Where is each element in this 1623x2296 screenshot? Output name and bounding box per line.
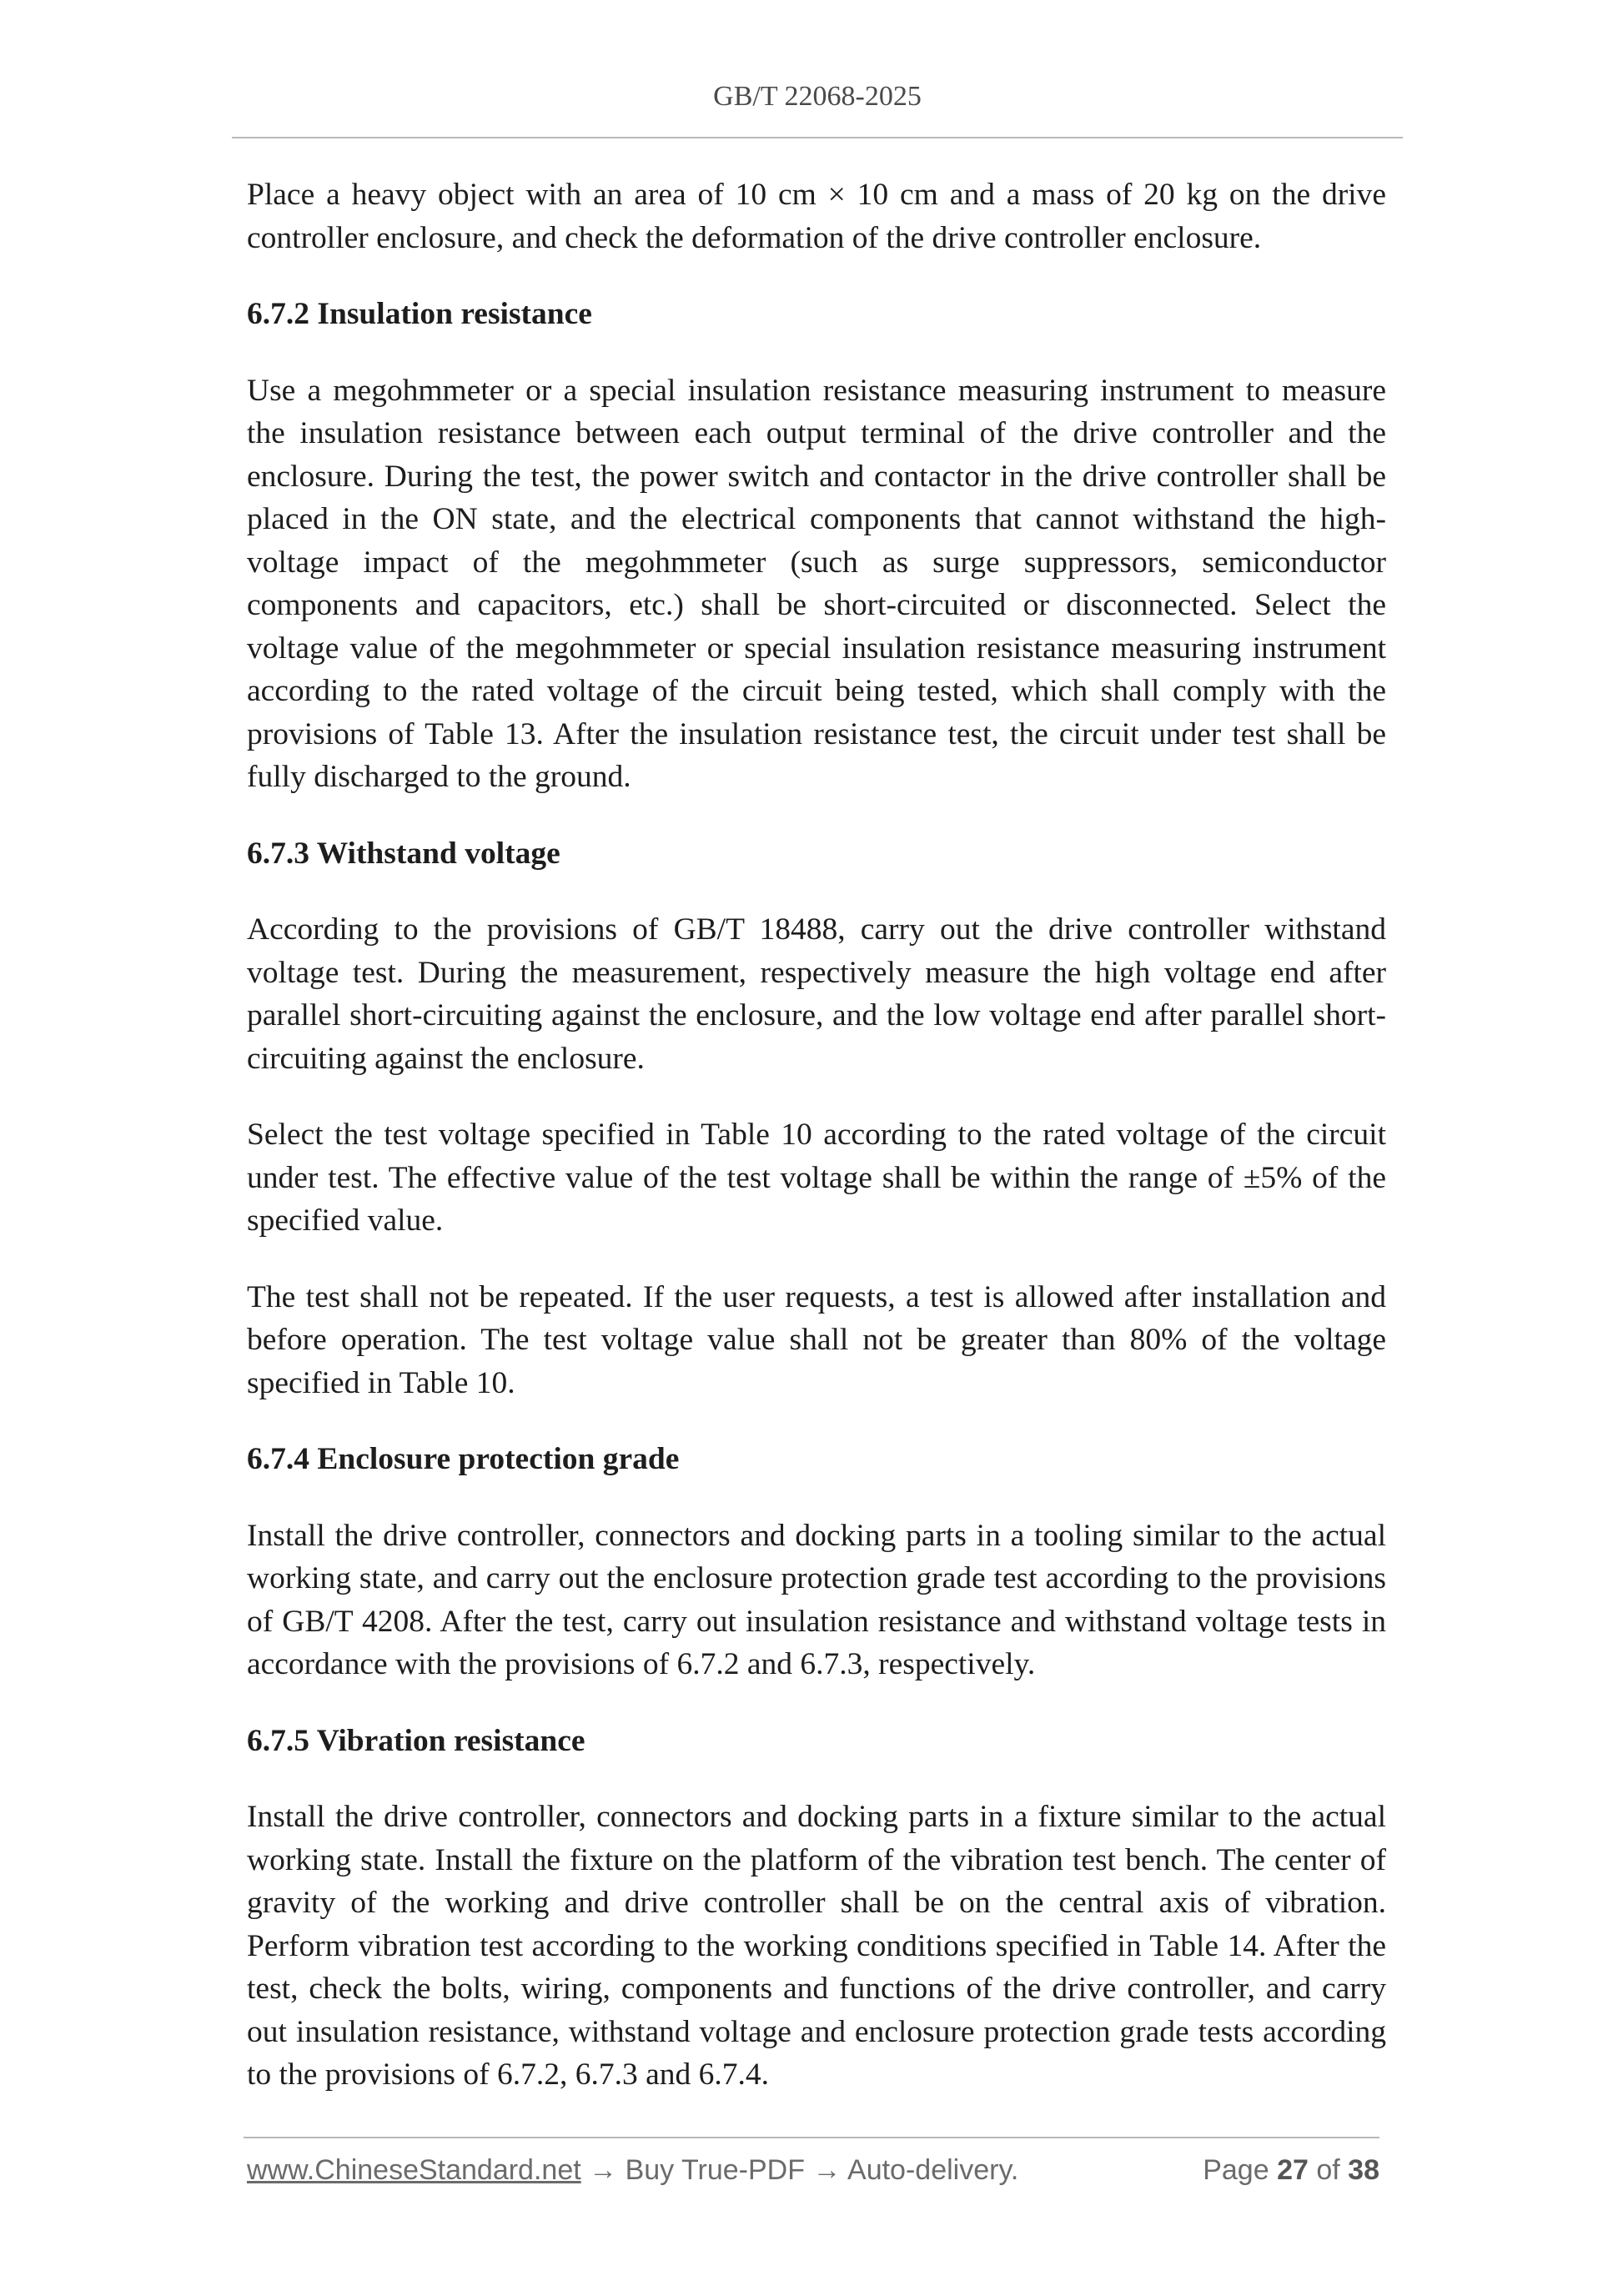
paragraph-6-7-2: Use a megohmmeter or a special insulation resistance measuring instrument to measure the insulation resistance between each output terminal of the drive controller and the enclosure. During the test, the power switch and contactor in the drive controller shall be placed in the ON state, and the electrical components that cannot withstand the high-voltage impact of the megohmmeter (such as surge suppressors, semiconductor components and capacitors, etc.) shall be short-circuited or disconnected. Select the voltage value of the megohmmeter or special insulation resistance measuring instrument according to the rated voltage of the circuit being tested, which shall comply with the provisions of Table 13. After the insulation resistance test, the circuit under test shall be fully discharged to the ground. [247,373,1386,794]
heading-6-7-4: 6.7.4 Enclosure protection grade [247,1442,680,1476]
footer-divider [244,2137,1379,2138]
heading-6-7-2: 6.7.2 Insulation resistance [247,297,592,331]
buy-true-pdf-text: Buy True-PDF [625,2154,805,2186]
paragraph-6-7-3-2: Select the test voltage specified in Table 10 according to the rated voltage of the circuit under test. The effective value of the test voltage shall be within the range of ±5% of the specified value. [247,1118,1386,1238]
header-divider [232,137,1403,138]
page-indicator [1203,2154,1379,2187]
website-link[interactable]: www.ChineseStandard.net [247,2154,581,2186]
paragraph-6-7-3-3: The test shall not be repeated. If the user requests, a test is allowed after installation and before operation. The test voltage value shall not be greater than 80% of the voltage specified in Table 10. [247,1279,1386,1400]
heading-6-7-5: 6.7.5 Vibration resistance [247,1723,585,1758]
document-footer [247,2154,1379,2196]
intro-paragraph: Place a heavy object with an area of 10 cm × 10 cm and a mass of 20 kg on the drive controller enclosure, and check the deformation of the drive controller enclosure. [247,178,1386,255]
page-label: Page [1203,2154,1269,2186]
paragraph-6-7-5: Install the drive controller, connectors and docking parts in a fixture similar to the actual working state. Install the fixture on the platform of the vibration test bench. The center of gravity of the working and drive controller shall be on the central axis of vibration. Perform vibration test according to the working conditions specified in Table 14. After the test, check the bolts, wiring, components and functions of the drive controller, and carry out insulation resistance, withstand voltage and enclosure protection grade tests according to the provisions of 6.7.2, 6.7.3 and 6.7.4. [247,1800,1386,2092]
arrow-right-icon: → [812,2154,842,2186]
footer-promo [247,2154,1018,2187]
heading-6-7-3: 6.7.3 Withstand voltage [247,836,560,871]
paragraph-6-7-3-1: According to the provisions of GB/T 18488, carry out the drive controller withstand voltage test. During the measurement, respectively measure the high voltage end after parallel short-circuiting against the enclosure, and the low voltage end after parallel short-circuiting against the enclosure. [247,912,1386,1076]
auto-delivery-text: Auto-delivery. [847,2154,1019,2186]
arrow-right-icon: → [589,2154,618,2186]
page-total: 38 [1348,2154,1379,2186]
of-label: of [1316,2154,1340,2186]
document-header: GB/T 22068-2025 [713,81,922,112]
paragraph-6-7-4: Install the drive controller, connectors and docking parts in a tooling similar to the actual working state, and carry out the enclosure protection grade test according to the provisions of GB/T 4208. After the test, carry out insulation resistance and withstand voltage tests in accordance with the provisions of 6.7.2 and 6.7.3, respectively. [247,1518,1386,1681]
page-current: 27 [1277,2154,1309,2186]
document-body [247,173,1386,2130]
